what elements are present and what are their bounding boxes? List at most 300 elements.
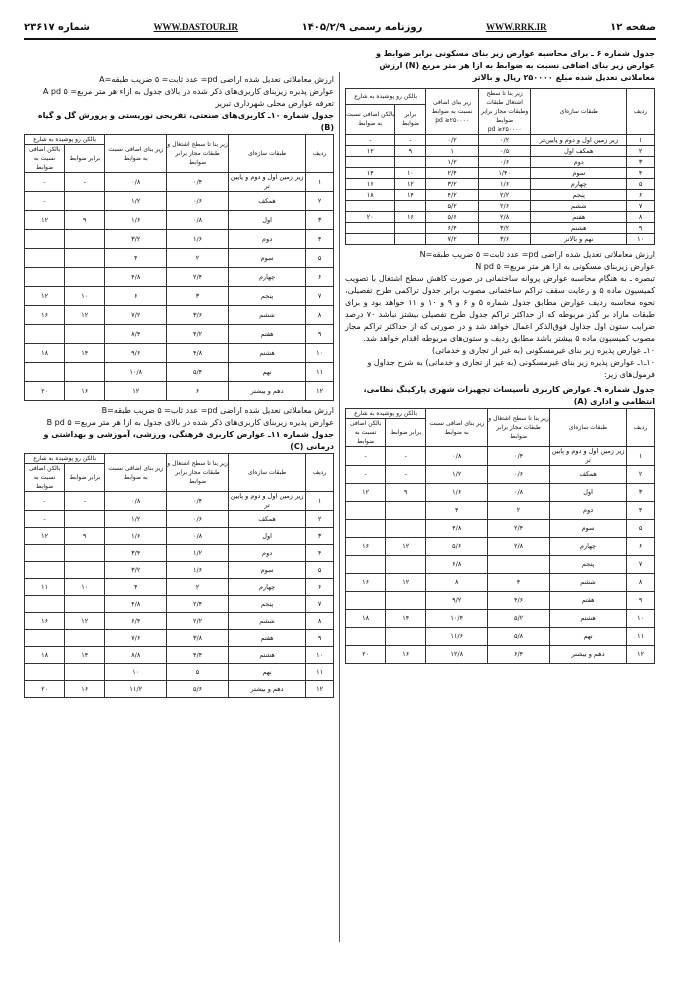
table-row <box>346 135 655 146</box>
table-cell: ۵ <box>627 520 655 538</box>
table-cell <box>346 157 395 168</box>
table-cell <box>65 664 105 681</box>
table-cell: - <box>25 192 65 211</box>
table-cell: ۱۱ <box>627 628 655 646</box>
table-cell: ۱۱/۶ <box>426 628 488 646</box>
table-row <box>25 306 334 325</box>
table-cell: ۱/۶ <box>478 179 531 190</box>
table-cell: ۴/۸ <box>426 520 488 538</box>
table-cell: ۳ <box>627 484 655 502</box>
table-cell: ۴ <box>105 579 167 596</box>
table-cell: ۱۲ <box>386 538 426 556</box>
table-row <box>25 681 334 698</box>
table-cell: دوم <box>228 230 305 249</box>
table-cell: ۶ <box>627 538 655 556</box>
table-cell: ۳/۲ <box>478 223 531 234</box>
table-cell: ۳/۶ <box>167 306 229 325</box>
table-cell: دهم و بیشتر <box>549 646 626 664</box>
table-cell: ۰/۵ <box>478 146 531 157</box>
table-cell: همکف اول <box>531 146 627 157</box>
table-cell: نهم <box>549 628 626 646</box>
table-row <box>346 447 655 466</box>
table-cell: ۱۲ <box>386 574 426 592</box>
table-cell: هشتم <box>228 344 305 363</box>
table-cell: زیر زمین اول و دوم و پایین تر <box>228 173 305 192</box>
table-cell: ۶ <box>167 382 229 401</box>
section-10-1: ۱۰ـ۱ـ عوارض پذیره زیر بنای غیرمسکونی (به غیر از تجاری و خدماتی) به شرح جداول و فرمول‌های زیر: <box>367 358 655 379</box>
table-cell: ۳/۲ <box>426 179 479 190</box>
table-cell: ۰/۴ <box>488 447 550 466</box>
tariff-title: تعرفه عوارض محلی شهرداری تبریز <box>215 99 334 108</box>
table-cell: ۱۲/۸ <box>426 646 488 664</box>
table-row <box>25 579 334 596</box>
table-cell: پنجم <box>228 287 305 306</box>
table-cell: زیر زمین اول و دوم و پایین تر <box>228 492 305 511</box>
table-cell: - <box>65 173 105 192</box>
table-row <box>25 382 334 401</box>
table-cell: ۱۱ <box>25 579 65 596</box>
table-cell: ۶ <box>306 579 334 596</box>
table-cell: ۱۴ <box>386 610 426 628</box>
table-cell: - <box>386 466 426 484</box>
table-cell: ۱۲ <box>306 681 334 698</box>
table-cell: ۰/۴ <box>167 173 229 192</box>
table-cell <box>386 502 426 520</box>
table-cell: ۹ <box>395 146 426 157</box>
table-cell: - <box>346 135 395 146</box>
table-cell: هفتم <box>228 325 305 344</box>
th-balkon: بالکن رو پوشیده به شارع <box>346 89 426 105</box>
table-cell: ۹ <box>627 223 655 234</box>
table-cell: ۴ <box>306 230 334 249</box>
table-cell <box>65 630 105 647</box>
table-cell <box>25 545 65 562</box>
table-row <box>25 268 334 287</box>
table-cell: پنجم <box>531 190 627 201</box>
table-cell: ۸ <box>426 574 488 592</box>
table-row <box>25 363 334 382</box>
table-cell: ۲۰ <box>346 646 386 664</box>
table-cell: ۲/۴ <box>167 596 229 613</box>
table-cell <box>25 562 65 579</box>
note-paragraph: تبصره ـ به هنگام محاسبه عوارض پروانه ساختمانی در صورت کاهش سطح اشتغال با تصویب کمیسیون ماده ۵ و رعایت سقف تراکم ساختمانی مصوب برابر جدول تراکمی طرح تفصیلی، نحوه محاسبه ردیف عوارض مطابق جدول شماره ۵ و ۶ و ۹ و ۱۰ و ۱۱ خواهد بود و برای طبقات مازاد بر گذر مربوطه که از حداکثر تراکم جدول طرح تفصیلی بیشتر نباشد ۷۰ درصد ضرایب ستون اول جداول فوق‌الذکر اعمال خواهد شد و در صورتی که از حداکثر تراکم مجاز مصوب کمیسیون ماده ۵ بیشتر باشد مطابق ردیف و ستون‌های مربوطه اقدام خواهد شد. <box>345 274 656 343</box>
table-cell: ۱۶ <box>65 382 105 401</box>
table-row <box>25 230 334 249</box>
table-cell <box>386 592 426 610</box>
th-zirbana: زیر بنا تا سطح اشتغال و طبقات مجاز برابر ضوابط <box>167 454 229 492</box>
table-cell: ۳/۲ <box>105 230 167 249</box>
table-cell <box>386 628 426 646</box>
th-ezafi: زیر بنای اضافی نسبت به ضوابط pd ≥۲۵۰۰۰۰ <box>426 89 479 135</box>
table-cell: ۱/۲ <box>105 511 167 528</box>
table-cell: ۲۰ <box>25 681 65 698</box>
table-cell: ۶/۸ <box>426 556 488 574</box>
table-row <box>25 596 334 613</box>
table-cell: ۴ <box>627 168 655 179</box>
table-cell: هشتم <box>531 223 627 234</box>
table-cell: دوم <box>549 502 626 520</box>
table-cell: ۱۲ <box>306 382 334 401</box>
table-cell: همکف <box>549 466 626 484</box>
table-cell: ۱۶ <box>25 613 65 630</box>
table-cell: ۱۲ <box>65 613 105 630</box>
table-row <box>25 647 334 664</box>
table-cell: ۲/۴ <box>426 168 479 179</box>
table-cell: ۲ <box>627 466 655 484</box>
table-cell <box>395 223 426 234</box>
table-cell: ۳/۴ <box>105 545 167 562</box>
table-cell: ۹ <box>306 630 334 647</box>
table-cell: ۱۶ <box>346 179 395 190</box>
th-balkon-ezafi: بالکن اضافی نسبت به ضوابط <box>346 419 386 447</box>
table-cell: هشتم <box>228 647 305 664</box>
table11-title: جدول شماره ۱۱ـ عوارض کاربری فرهنگی، ورزشی، آموزشی و بهداشتی و درمانی (C) <box>43 430 334 451</box>
table-cell: ۱۱ <box>306 363 334 382</box>
table-cell: چهارم <box>228 268 305 287</box>
table-cell <box>346 234 395 245</box>
table-cell: ۷ <box>627 556 655 574</box>
table-cell: ۲ <box>167 579 229 596</box>
table-cell: ۷/۲ <box>426 234 479 245</box>
table10-title: جدول شماره ۱۰ـ کاربری‌های صنعتی، تفریحی توریستی و پرورش گل و گیاه (B) <box>37 111 334 132</box>
table-cell: ۱۰ <box>627 234 655 245</box>
table-cell: ۱۰ <box>395 168 426 179</box>
table-cell <box>346 223 395 234</box>
table-cell: هشتم <box>549 610 626 628</box>
table-cell: ۱۲ <box>25 287 65 306</box>
table-cell: ۸ <box>627 574 655 592</box>
table-cell: - <box>346 447 386 466</box>
table-cell: ۹/۶ <box>105 344 167 363</box>
table-cell: ۱۶ <box>386 646 426 664</box>
th-zirbana: زیر بنا تا سطح اشتغال و طبقات مجاز برابر ضوابط <box>488 409 550 447</box>
table-row <box>346 484 655 502</box>
table-cell <box>65 363 105 382</box>
table-cell: ۹ <box>65 528 105 545</box>
table-cell <box>65 192 105 211</box>
table-row <box>346 592 655 610</box>
table-row <box>346 146 655 157</box>
table-cell: ۱/۴۰ <box>478 168 531 179</box>
table-cell: اول <box>228 211 305 230</box>
table-row <box>25 492 334 511</box>
table-cell <box>25 664 65 681</box>
table6 <box>345 88 655 245</box>
table-cell: چهارم <box>228 579 305 596</box>
table-cell <box>65 562 105 579</box>
table-cell: ۳/۲ <box>105 562 167 579</box>
th-ezafi: زیر بنای اضافی نسبت به ضوابط <box>105 454 167 492</box>
right-column <box>345 44 655 664</box>
section-10: ۱۰ـ عوارض پذیره زیر بنای غیرمسکونی (به غیر از تجاری و خدماتی) <box>432 346 655 355</box>
table-cell <box>395 157 426 168</box>
table-cell: دهم و بیشتر <box>228 681 305 698</box>
table-cell: - <box>25 511 65 528</box>
formula-a2: عوارض پذیره زیربنای کاربری‌های ذکر شده در بالای جدول به ازاء هر متر مربع= A pd ۵ <box>42 87 334 96</box>
table-cell: همکف <box>228 192 305 211</box>
table-cell: ۱ <box>426 146 479 157</box>
table-cell <box>65 249 105 268</box>
th-barabar: برابر ضوابط <box>395 104 426 134</box>
table-cell <box>346 520 386 538</box>
formula-a1: ارزش معاملاتی تعدیل شده اراضی pd= عدد ثابت= ۵ ضریب طبقه=A <box>99 75 334 84</box>
th-radif: ردیف <box>627 409 655 447</box>
page-header <box>24 20 656 34</box>
table-cell: ۱۱ <box>306 664 334 681</box>
table-cell: ۷/۲ <box>105 306 167 325</box>
table-cell: ۰/۸ <box>105 492 167 511</box>
table-cell: ۱ <box>306 173 334 192</box>
table-cell: ۹ <box>306 325 334 344</box>
table-row <box>25 325 334 344</box>
table-cell: زیر زمین اول و دوم و پایین تر <box>549 447 626 466</box>
table-cell: ششم <box>228 306 305 325</box>
table-cell: ۰/۴ <box>167 492 229 511</box>
table-cell <box>346 592 386 610</box>
table-cell: - <box>65 492 105 511</box>
table-cell: ۱۲ <box>65 306 105 325</box>
table-cell: ۳ <box>167 287 229 306</box>
table-cell: نهم <box>228 363 305 382</box>
table-cell: ۲/۴ <box>488 520 550 538</box>
table-cell: ۱۶ <box>346 574 386 592</box>
table-cell: ۰/۶ <box>488 466 550 484</box>
table-row <box>346 502 655 520</box>
table-cell: ۹ <box>386 484 426 502</box>
table-cell: ۸/۸ <box>105 647 167 664</box>
table-cell: ۲۰ <box>25 382 65 401</box>
table-cell <box>65 268 105 287</box>
table-cell: همکف <box>228 511 305 528</box>
table-cell: ۱/۶ <box>105 211 167 230</box>
table-cell: ۴ <box>306 545 334 562</box>
table-cell <box>25 249 65 268</box>
table-cell: ۱۲ <box>346 484 386 502</box>
table-cell <box>395 201 426 212</box>
th-zirbana: زیر بنا تا سطح اشتغال طبقات وطبقات مجاز برابر ضوابط pd ≥۲۵۰۰۰۰ <box>478 89 531 135</box>
table-cell: ۹ <box>627 592 655 610</box>
table-row <box>346 179 655 190</box>
table-cell: ۵/۲ <box>488 610 550 628</box>
table-cell: ۱۰ <box>306 647 334 664</box>
table-row <box>25 664 334 681</box>
table-cell <box>25 268 65 287</box>
table-row <box>25 173 334 192</box>
table-cell <box>25 363 65 382</box>
th-balkon: بالکن رو پوشیده به شارع <box>25 454 105 464</box>
table-cell: ۱۴ <box>65 647 105 664</box>
formula-n2: عوارض زیربنای مسکونی به ازا هر متر مربع= N pd ۵ <box>475 262 655 271</box>
issue-date: روزنامه رسمی ۱۴۰۵/۲/۹ <box>301 21 423 33</box>
table-cell: ۱۶ <box>395 212 426 223</box>
table-cell: نهم و بالاتر <box>531 234 627 245</box>
table-cell: ۱۸ <box>25 647 65 664</box>
th-radif: ردیف <box>306 454 334 492</box>
table-cell: ۵/۶ <box>167 681 229 698</box>
table-cell: ۱۰/۴ <box>426 610 488 628</box>
table-cell <box>488 556 550 574</box>
table-cell: - <box>25 492 65 511</box>
table-cell: ۱۰ <box>306 344 334 363</box>
table-row <box>25 528 334 545</box>
table-cell: ۴/۲ <box>426 190 479 201</box>
table-row <box>25 511 334 528</box>
table-cell: ۱۲ <box>346 146 395 157</box>
table-cell: ۶/۴ <box>426 223 479 234</box>
table9-title: جدول شماره ۹ـ عوارض کاربری تأسیسات تجهیزات شهری پارکینگ نظامی، انتظامی و اداری (A) <box>363 385 655 406</box>
table-cell: ۳ <box>627 157 655 168</box>
column-divider <box>339 72 340 942</box>
table-row <box>25 287 334 306</box>
table-cell <box>65 596 105 613</box>
table-cell: ۲ <box>167 249 229 268</box>
table-cell: ۱۸ <box>25 344 65 363</box>
table-cell: هفتم <box>549 592 626 610</box>
table-cell: ۵ <box>627 179 655 190</box>
table-cell: نهم <box>228 664 305 681</box>
th-balkon-ezafi: بالکن اضافی نسبت به ضوابط <box>25 464 65 492</box>
table-cell: ۰/۸ <box>488 484 550 502</box>
table-cell: ۱/۶ <box>426 484 488 502</box>
site-link-rrk[interactable]: WWW.RRK.IR <box>485 22 547 32</box>
table-cell: ۱۶ <box>65 681 105 698</box>
table-cell: ۷ <box>627 201 655 212</box>
table-row <box>25 249 334 268</box>
table-cell: - <box>386 447 426 466</box>
table-row <box>346 556 655 574</box>
table-cell: ۲ <box>306 192 334 211</box>
table-cell <box>25 630 65 647</box>
table-cell: اول <box>228 528 305 545</box>
table-cell: ۱۰/۸ <box>105 363 167 382</box>
table-cell: ۱۸ <box>346 610 386 628</box>
table-cell: ۴/۴ <box>167 647 229 664</box>
page-number: صفحه ۱۲ <box>610 21 656 33</box>
table-cell: ۷ <box>306 287 334 306</box>
header-rule <box>24 38 656 40</box>
table-cell: دوم <box>228 545 305 562</box>
table-cell: ۲ <box>488 502 550 520</box>
table-cell: ۲/۲ <box>167 613 229 630</box>
table-cell: ۰/۶ <box>478 157 531 168</box>
table-cell: ۱/۲ <box>426 466 488 484</box>
site-link-dastour[interactable]: WWW.DASTOUR.IR <box>153 22 239 32</box>
table-cell: ۱۶ <box>25 306 65 325</box>
table-cell: ۷/۶ <box>105 630 167 647</box>
table-cell: پنجم <box>549 556 626 574</box>
table-cell: ۰/۲ <box>426 135 479 146</box>
table-cell: - <box>395 135 426 146</box>
table-row <box>346 234 655 245</box>
table-cell: ۵/۲ <box>426 201 479 212</box>
table-cell: ششم <box>549 574 626 592</box>
table-row <box>346 212 655 223</box>
table-cell: - <box>25 173 65 192</box>
table-cell: ۴/۸ <box>105 268 167 287</box>
table-cell: ششم <box>228 613 305 630</box>
table-row <box>346 520 655 538</box>
table-cell: ۹/۲ <box>426 592 488 610</box>
table-cell: ۸ <box>306 306 334 325</box>
table-cell: ۱/۶ <box>167 562 229 579</box>
table-cell: دوم <box>531 157 627 168</box>
table-cell: ۰/۸ <box>167 211 229 230</box>
table-cell: ۲/۲ <box>478 190 531 201</box>
table-cell: ۵ <box>306 249 334 268</box>
table-cell: ۲ <box>306 511 334 528</box>
table-cell: ۱۰ <box>627 610 655 628</box>
table-cell: ۱۲ <box>25 211 65 230</box>
th-ezafi: زیر بنای اضافی نسبت به ضوابط <box>426 409 488 447</box>
table-row <box>25 562 334 579</box>
table-cell: ۷ <box>306 596 334 613</box>
table-cell: ۱/۶ <box>167 230 229 249</box>
formula-n: ارزش معاملاتی تعدیل شده اراضی pd= عدد ثابت= ۵ ضریب طبقه=N <box>419 250 655 259</box>
th-tabaghat: طبقات سازه‌ای <box>228 454 305 492</box>
table-cell: ۴/۸ <box>105 596 167 613</box>
table-cell: ۱۸ <box>346 190 395 201</box>
table-cell: ۳ <box>306 211 334 230</box>
table-cell: ۳ <box>306 528 334 545</box>
table11 <box>24 453 334 698</box>
table-cell <box>25 596 65 613</box>
th-tabaghat: طبقات سازه‌ای <box>531 89 627 135</box>
table-cell: ۰/۶ <box>167 192 229 211</box>
table-cell: ۶ <box>306 268 334 287</box>
table-cell: سوم <box>531 168 627 179</box>
table-cell <box>346 628 386 646</box>
table-cell: ۴ <box>488 574 550 592</box>
table-cell: ۱/۲ <box>426 157 479 168</box>
table-row <box>346 610 655 628</box>
table-cell: ۱۲ <box>395 179 426 190</box>
th-balkon: بالکن رو پوشیده به شارع <box>346 409 426 419</box>
table-cell: ۲/۶ <box>478 201 531 212</box>
table-cell <box>65 230 105 249</box>
table-row <box>346 157 655 168</box>
table-cell: ۱۱/۲ <box>105 681 167 698</box>
table-cell: ۰/۸ <box>426 447 488 466</box>
table-row <box>346 190 655 201</box>
table-cell: ۰/۸ <box>105 173 167 192</box>
formula-b1: ارزش معاملاتی تعدیل شده اراضی pd= عدد ثاب= ۵ ضریب طبقه=B <box>101 406 334 415</box>
table-cell: ۱۶ <box>346 538 386 556</box>
table-cell: ۹ <box>65 211 105 230</box>
table-cell: ۶/۴ <box>488 646 550 664</box>
table-cell: هفتم <box>531 212 627 223</box>
table-cell: ۴/۸ <box>167 344 229 363</box>
th-ezafi: زیر بنای اضافی نسبت به ضوابط <box>105 135 167 173</box>
table-row <box>346 574 655 592</box>
table-cell: ۲/۸ <box>478 212 531 223</box>
table-cell <box>395 234 426 245</box>
table-row <box>346 168 655 179</box>
table-cell: ۱۴ <box>395 190 426 201</box>
table-cell: ۱۴ <box>65 344 105 363</box>
table-cell: سوم <box>228 562 305 579</box>
table-cell <box>346 502 386 520</box>
table-cell: ۶ <box>627 190 655 201</box>
table-cell: ۵/۸ <box>488 628 550 646</box>
table-cell: ۱/۲ <box>105 192 167 211</box>
table-cell: اول <box>549 484 626 502</box>
table-cell: دهم و بیشتر <box>228 382 305 401</box>
th-radif: ردیف <box>306 135 334 173</box>
table-cell: پنجم <box>228 596 305 613</box>
table-cell: ۸/۴ <box>105 325 167 344</box>
table-cell <box>386 520 426 538</box>
table-cell: چهارم <box>549 538 626 556</box>
